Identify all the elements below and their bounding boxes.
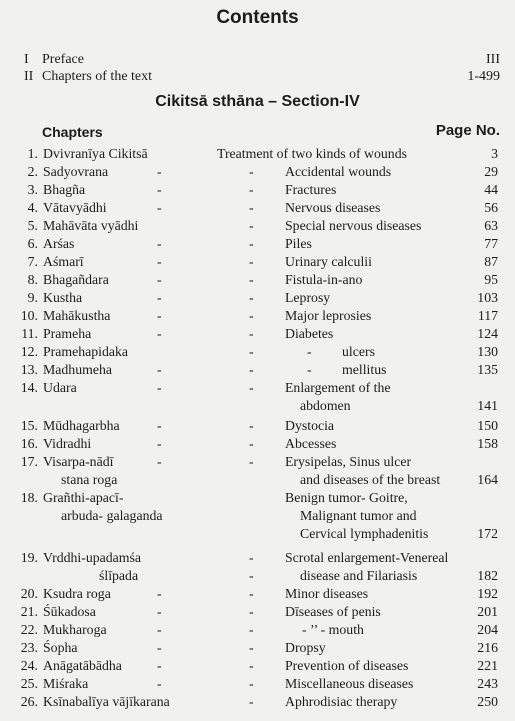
dash: - [249,290,254,305]
sanskrit-title: Anāgatābādha [43,658,122,673]
sanskrit-title: Śopha [43,640,78,655]
sanskrit-title: Madhumeha [43,362,112,377]
page-number: 150 [477,418,498,433]
english-title: Leprosy [285,290,331,305]
sanskrit-title: Mahāvāta vyādhi [43,218,139,233]
english-title-line-2: disease and Filariasis [300,568,418,583]
english-title: Fractures [285,182,337,197]
chapter-number: 14. [20,380,38,395]
chapter-number: 5. [27,218,38,233]
page-number: 182 [477,568,498,583]
page-title: Contents [216,7,299,28]
english-title: Piles [285,236,312,251]
page-number: 124 [477,326,498,341]
dash: - [157,640,162,655]
section-title: Cikitsā sthāna – Section-IV [155,93,360,110]
chapter-number: 1. [27,146,38,161]
page-number: 117 [477,308,498,323]
english-title: Erysipelas, Sinus ulcer [285,454,412,469]
chapter-number: 15. [20,418,38,433]
english-title: Accidental wounds [285,164,392,179]
english-title: Scrotal enlargement-Venereal [285,550,449,565]
page-number: 164 [477,472,498,487]
sanskrit-title: Mukharoga [43,622,107,637]
page-number: 103 [477,290,498,305]
english-title: Dropsy [285,640,326,655]
sanskrit-title: Sadyovrana [43,164,109,179]
dash: - [157,676,162,691]
english-title: mellitus [342,362,387,377]
dash: - [157,658,162,673]
dash: - [157,308,162,323]
dash: - [157,454,162,469]
chapter-number: 20. [20,586,38,601]
english-title: - ’’ - mouth [302,622,364,637]
dash: - [307,344,312,359]
front-matter-row [24,52,500,70]
english-title: Dīseases of penis [285,604,381,619]
dash: - [157,290,162,305]
page-number: 87 [484,254,498,269]
sanskrit-title: Vātavyādhi [43,200,107,215]
sanskrit-title: Mūdhagarbha [43,418,120,433]
english-title: Miscellaneous diseases [285,676,414,691]
dash: - [157,418,162,433]
chapter-number: 4. [27,200,38,215]
dash: - [249,254,254,269]
sanskrit-title: Aśmarī [43,254,84,269]
chapters-column-header: Chapters [42,124,103,140]
dash: - [249,418,254,433]
chapter-number: 24. [20,658,38,673]
english-title: Fistula-in-ano [285,272,363,287]
dash: - [249,694,254,709]
chapter-number: 6. [27,236,38,251]
english-title: Nervous diseases [285,200,381,215]
chapter-number: 17. [20,454,38,469]
front-matter-page: 1-499 [467,69,500,84]
chapter-number: 23. [20,640,38,655]
dash: - [157,362,162,377]
page-number: 172 [477,526,498,541]
dash: - [249,200,254,215]
page-number: 192 [477,586,498,601]
chapter-number: 13. [20,362,38,377]
sanskrit-title: Miśraka [43,676,89,691]
dash: - [249,380,254,395]
chapter-number: 9. [27,290,38,305]
page-number: 204 [477,622,498,637]
dash: - [249,436,254,451]
sanskrit-title: Arśas [43,236,75,251]
english-title: Prevention of diseases [285,658,409,673]
page-number-column-header: Page No. [435,122,500,139]
sanskrit-title: Mahākustha [43,308,111,323]
english-title: Urinary calculii [285,254,372,269]
page-number: 3 [491,146,498,161]
sanskrit-title-line-2: stana roga [61,472,118,487]
english-title: Major leprosies [285,308,372,323]
dash: - [249,658,254,673]
sanskrit-title-line-2: arbuda- galaganda [61,508,163,523]
front-matter-number: I [24,52,29,67]
dash: - [249,676,254,691]
dash: - [249,272,254,287]
dash: - [249,604,254,619]
dash: - [307,362,312,377]
dash: - [249,218,254,233]
page-number: 95 [484,272,498,287]
sanskrit-title: Ksudra roga [43,586,111,601]
dash: - [157,604,162,619]
english-title: Benign tumor- Goitre, [285,490,408,505]
dash: - [249,550,254,565]
chapter-number: 26. [20,694,38,709]
dash: - [249,362,254,377]
dash: - [157,272,162,287]
chapter-number: 8. [27,272,38,287]
chapter-number: 3. [27,182,38,197]
page-number: 243 [477,676,498,691]
dash: - [249,326,254,341]
english-title: Abcesses [285,436,337,451]
dash: - [157,586,162,601]
sanskrit-title: Pramehapidaka [43,344,129,359]
dash: - [157,326,162,341]
english-title: ulcers [342,344,375,359]
dash: - [157,182,162,197]
page-number: 201 [477,604,498,619]
page-number: 141 [477,398,498,413]
dash: - [249,568,254,583]
chapter-number: 10. [20,308,38,323]
english-title: Enlargement of the [285,380,391,395]
page-number: 44 [484,182,498,197]
page-number: 158 [477,436,498,451]
sanskrit-title: Vidradhi [43,436,92,451]
front-matter-label: Chapters of the text [42,69,153,84]
dash: - [157,380,162,395]
english-title-line-2: and diseases of the breast [300,472,441,487]
chapter-number: 19. [20,550,38,565]
chapter-number: 22. [20,622,38,637]
page-number: 250 [477,694,498,709]
sanskrit-title: Visarpa-nādī [43,454,114,469]
front-matter-row [24,69,500,87]
sanskrit-title: Udara [43,380,77,395]
sanskrit-title: Kustha [43,290,83,305]
english-title: Diabetes [285,326,334,341]
dash: - [249,454,254,469]
page-number: 63 [484,218,498,233]
sanskrit-title: Grañthi-apacī- [43,490,124,505]
page-number: 216 [477,640,498,655]
sanskrit-title-line-2: ślīpada [99,568,139,583]
dash: - [157,200,162,215]
english-title: Treatment of two kinds of wounds [217,146,407,161]
english-title-line-2: abdomen [300,398,351,413]
dash: - [157,164,162,179]
chapter-number: 7. [27,254,38,269]
dash: - [157,254,162,269]
page-number: 221 [477,658,498,673]
dash: - [249,236,254,251]
page-number: 56 [484,200,498,215]
page-number: 130 [477,344,498,359]
dash: - [249,308,254,323]
dash: - [249,640,254,655]
english-title: Aphrodisiac therapy [285,694,398,709]
chapter-number: 12. [20,344,38,359]
dash: - [157,436,162,451]
chapter-number: 2. [27,164,38,179]
sanskrit-title: Śūkadosa [43,604,96,619]
english-title-line-3: Cervical lymphadenitis [300,526,429,541]
sanskrit-title: Vrddhi-upadamśa [43,550,142,565]
dash: - [157,236,162,251]
page-number: 135 [477,362,498,377]
sanskrit-title: Prameha [43,326,92,341]
sanskrit-title: Bhagña [43,182,86,197]
chapter-number: 11. [21,326,38,341]
english-title: Special nervous diseases [285,218,422,233]
chapter-number: 16. [20,436,38,451]
front-matter-number: II [24,69,34,84]
dash: - [249,586,254,601]
english-title: Dystocia [285,418,335,433]
dash: - [249,344,254,359]
chapter-number: 21. [20,604,38,619]
sanskrit-title: Bhagañdara [43,272,109,287]
dash: - [249,622,254,637]
front-matter-page: III [486,52,500,67]
english-title-line-2: Malignant tumor and [300,508,417,523]
chapter-number: 25. [20,676,38,691]
sanskrit-title: Dvivranīya Cikitsā [43,146,148,161]
chapter-number: 18. [20,490,38,505]
sanskrit-title: Ksīnabalīya vājīkarana [43,694,170,709]
page-number: 29 [484,164,498,179]
english-title: Minor diseases [285,586,369,601]
page-number: 77 [484,236,498,251]
front-matter-label: Preface [42,52,84,67]
dash: - [249,182,254,197]
dash: - [249,164,254,179]
dash: - [157,622,162,637]
